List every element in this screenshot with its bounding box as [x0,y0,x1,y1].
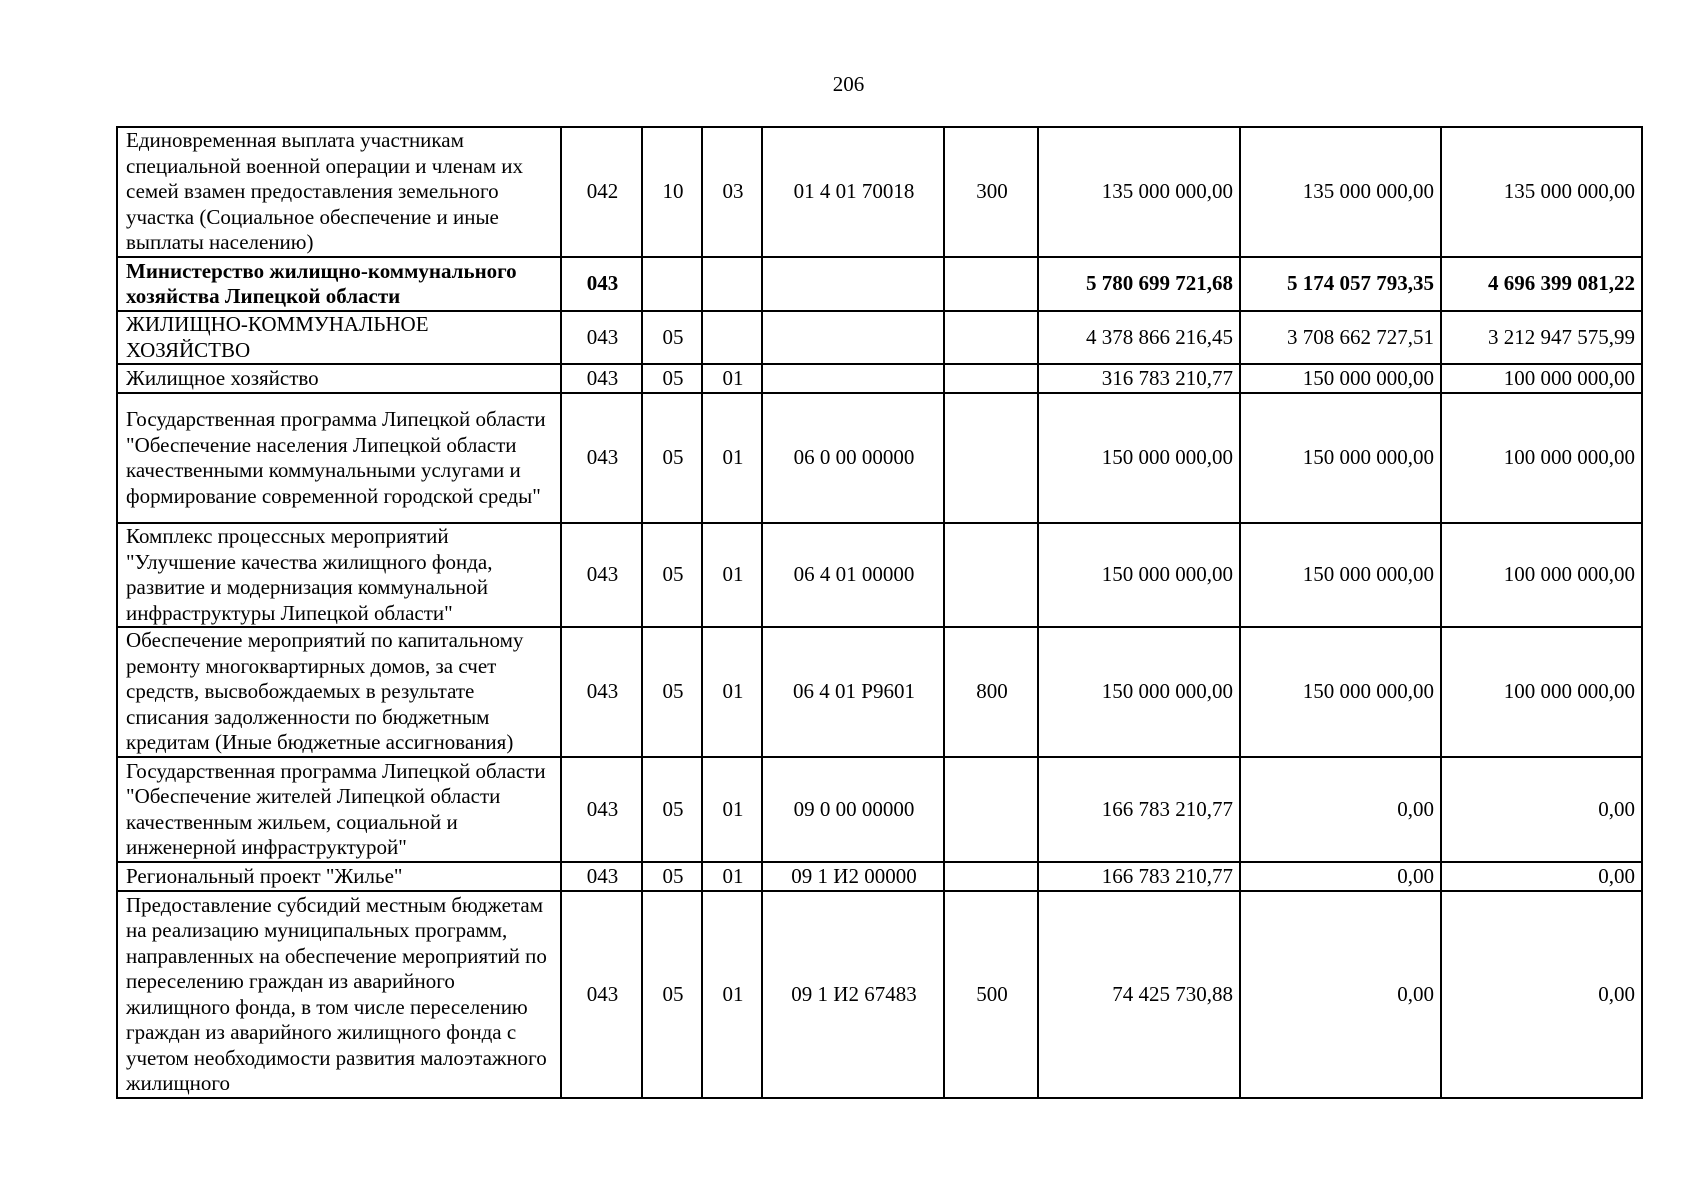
amount-year-2: 150 000 000,00 [1240,627,1441,757]
table-row [117,393,1642,523]
amount-year-1: 74 425 730,88 [1038,891,1240,1098]
grbs-code: 043 [561,891,642,1098]
amount-year-3: 0,00 [1441,862,1642,891]
amount-year-3: 0,00 [1441,757,1642,862]
expense-type-code [944,364,1038,393]
target-article-code [762,257,944,311]
section-code: 05 [642,311,702,364]
amount-year-1: 135 000 000,00 [1038,127,1240,257]
grbs-code: 043 [561,757,642,862]
item-name: Обеспечение мероприятий по капитальному ремонту многоквартирных домов, за счет средств, высвобождаемых в результате списания задолженности по бюджетным кредитам (Иные бюджетные ассигнования) [117,627,561,757]
target-article-code [762,364,944,393]
target-article-code: 09 0 00 00000 [762,757,944,862]
amount-year-3: 3 212 947 575,99 [1441,311,1642,364]
amount-year-3: 100 000 000,00 [1441,364,1642,393]
amount-year-3: 0,00 [1441,891,1642,1098]
item-name: Министерство жилищно-коммунального хозяйства Липецкой области [117,257,561,311]
target-article-code: 09 1 И2 67483 [762,891,944,1098]
grbs-code: 043 [561,364,642,393]
section-code: 05 [642,627,702,757]
expense-type-code [944,757,1038,862]
subsection-code: 01 [702,393,762,523]
amount-year-2: 0,00 [1240,891,1441,1098]
table-row [117,364,1642,393]
table-row [117,627,1642,757]
amount-year-1: 316 783 210,77 [1038,364,1240,393]
subsection-code [702,311,762,364]
amount-year-2: 3 708 662 727,51 [1240,311,1441,364]
table-row [117,891,1642,1098]
amount-year-3: 100 000 000,00 [1441,627,1642,757]
table-row [117,257,1642,311]
table-row [117,862,1642,891]
section-code: 05 [642,891,702,1098]
grbs-code: 042 [561,127,642,257]
budget-table-body [117,127,1642,1098]
amount-year-1: 4 378 866 216,45 [1038,311,1240,364]
amount-year-1: 150 000 000,00 [1038,523,1240,627]
subsection-code: 01 [702,757,762,862]
expense-type-code: 800 [944,627,1038,757]
amount-year-2: 150 000 000,00 [1240,523,1441,627]
section-code: 05 [642,862,702,891]
amount-year-1: 5 780 699 721,68 [1038,257,1240,311]
amount-year-3: 100 000 000,00 [1441,393,1642,523]
table-row [117,523,1642,627]
expense-type-code [944,311,1038,364]
item-name: Государственная программа Липецкой области "Обеспечение населения Липецкой области качественными коммунальными услугами и формирование современной городской среды" [117,393,561,523]
subsection-code: 01 [702,627,762,757]
amount-year-2: 150 000 000,00 [1240,364,1441,393]
item-name: Комплекс процессных мероприятий "Улучшение качества жилищного фонда, развитие и модернизация коммунальной инфраструктуры Липецкой области" [117,523,561,627]
table-row [117,127,1642,257]
target-article-code [762,311,944,364]
grbs-code: 043 [561,523,642,627]
amount-year-2: 5 174 057 793,35 [1240,257,1441,311]
page-number: 206 [832,72,865,96]
amount-year-1: 166 783 210,77 [1038,862,1240,891]
table-row [117,757,1642,862]
subsection-code: 03 [702,127,762,257]
section-code: 05 [642,364,702,393]
item-name: Жилищное хозяйство [117,364,561,393]
amount-year-2: 0,00 [1240,862,1441,891]
amount-year-1: 150 000 000,00 [1038,393,1240,523]
section-code: 05 [642,757,702,862]
amount-year-1: 166 783 210,77 [1038,757,1240,862]
amount-year-3: 4 696 399 081,22 [1441,257,1642,311]
target-article-code: 06 0 00 00000 [762,393,944,523]
subsection-code: 01 [702,364,762,393]
section-code: 05 [642,523,702,627]
item-name: Единовременная выплата участникам специальной военной операции и членам их семей взамен предоставления земельного участка (Социальное обеспечение и иные выплаты населению) [117,127,561,257]
grbs-code: 043 [561,311,642,364]
budget-table [116,126,1643,1099]
expense-type-code [944,393,1038,523]
grbs-code: 043 [561,627,642,757]
amount-year-1: 150 000 000,00 [1038,627,1240,757]
section-code: 10 [642,127,702,257]
item-name: Предоставление субсидий местным бюджетам на реализацию муниципальных программ, направленных на обеспечение мероприятий по переселению граждан из аварийного жилищного фонда, в том числе переселению граждан из аварийного жилищного фонда с учетом необходимости развития малоэтажного жилищного [117,891,561,1098]
item-name: Региональный проект "Жилье" [117,862,561,891]
amount-year-2: 135 000 000,00 [1240,127,1441,257]
item-name: Государственная программа Липецкой области "Обеспечение жителей Липецкой области качественным жильем, социальной и инженерной инфраструктурой" [117,757,561,862]
subsection-code: 01 [702,862,762,891]
amount-year-3: 135 000 000,00 [1441,127,1642,257]
section-code [642,257,702,311]
amount-year-2: 150 000 000,00 [1240,393,1441,523]
expense-type-code [944,523,1038,627]
grbs-code: 043 [561,393,642,523]
grbs-code: 043 [561,862,642,891]
subsection-code [702,257,762,311]
amount-year-3: 100 000 000,00 [1441,523,1642,627]
target-article-code: 06 4 01 Р9601 [762,627,944,757]
expense-type-code: 500 [944,891,1038,1098]
item-name: ЖИЛИЩНО-КОММУНАЛЬНОЕ ХОЗЯЙСТВО [117,311,561,364]
subsection-code: 01 [702,891,762,1098]
expense-type-code: 300 [944,127,1038,257]
target-article-code: 09 1 И2 00000 [762,862,944,891]
expense-type-code [944,862,1038,891]
amount-year-2: 0,00 [1240,757,1441,862]
section-code: 05 [642,393,702,523]
target-article-code: 01 4 01 70018 [762,127,944,257]
expense-type-code [944,257,1038,311]
target-article-code: 06 4 01 00000 [762,523,944,627]
grbs-code: 043 [561,257,642,311]
table-row [117,311,1642,364]
subsection-code: 01 [702,523,762,627]
